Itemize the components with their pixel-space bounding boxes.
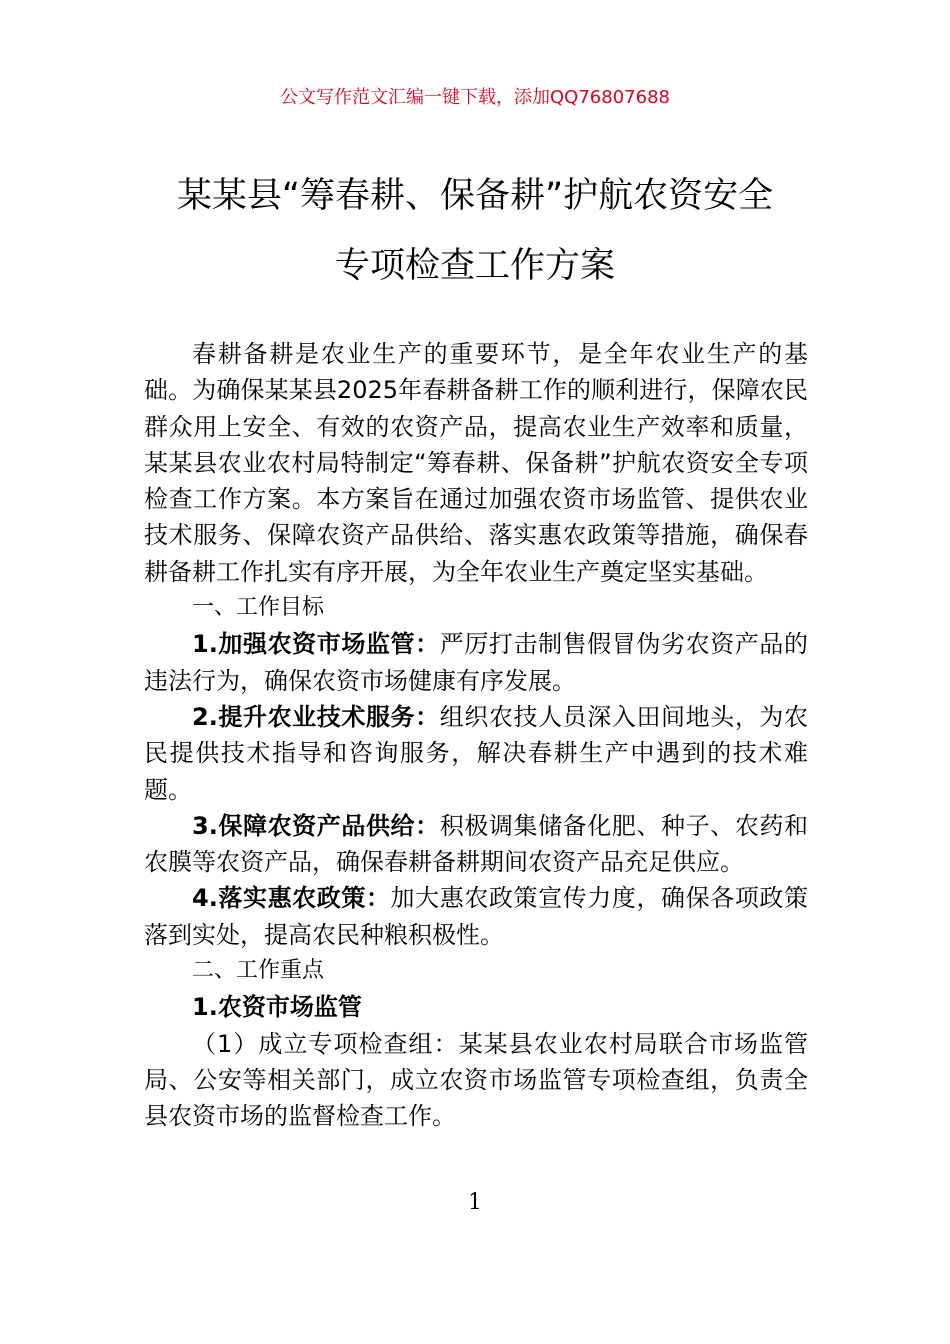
goal-item-3	[144, 808, 808, 881]
goal-item-2-text: 组织农技人员深入田间地头，为农民提供技术指导和咨询服务，解决春耕生产中遇到的技术难题。	[144, 702, 809, 804]
section-2-subheading: 1.农资市场监管	[192, 993, 362, 1022]
goal-item-4-lead: 4.落实惠农政策：	[192, 884, 391, 913]
goal-item-4	[144, 880, 808, 953]
header-note: 公文写作范文汇编一键下载，添加QQ76807688	[280, 87, 670, 108]
goal-item-2-lead: 2.提升农业技术服务：	[192, 702, 440, 731]
page-number: 1	[468, 1190, 482, 1215]
goal-item-2	[144, 699, 808, 808]
section-1-heading: 一、工作目标	[192, 595, 325, 621]
intro-paragraph: 春耕备耕是农业生产的重要环节，是全年农业生产的基础。为确保某某县2025年春耕备耕工作的顺利进行，保障农民群众用上安全、有效的农资产品，提高农业生产效率和质量，某某县农业农村局特制定“筹春耕、保备耕”护航农资安全专项检查工作方案。本方案旨在通过加强农资市场监管、提供农业技术服务、保障农资产品供给、落实惠农政策等措施，确保春耕备耕工作扎实有序开展，为全年农业生产奠定坚实基础。	[144, 340, 808, 586]
section-2-heading: 二、工作重点	[192, 958, 325, 984]
goal-item-1-lead: 1.加强农资市场监管：	[192, 630, 440, 659]
document-body	[144, 336, 808, 1135]
goal-item-1-text: 严厉打击制售假冒伪劣农资产品的违法行为，确保农资市场健康有序发展。	[144, 630, 809, 695]
goal-item-4-text: 加大惠农政策宣传力度，确保各项政策落到实处，提高农民种粮积极性。	[144, 884, 808, 949]
goal-item-3-text: 积极调集储备化肥、种子、农药和农膜等农资产品，确保春耕备耕期间农资产品充足供应。	[144, 811, 809, 877]
section-2-item-1: （1）成立专项检查组：某某县农业农村局联合市场监管局、公安等相关部门，成立农资市场监管专项检查组，负责全县农资市场的监督检查工作。	[144, 1029, 808, 1131]
document-title-line-1: 某某县“筹春耕、保备耕”护航农资安全	[176, 176, 774, 216]
goal-item-3-lead: 3.保障农资产品供给：	[192, 811, 440, 840]
goal-item-1	[144, 626, 808, 699]
document-title-line-2: 专项检查工作方案	[334, 246, 615, 286]
